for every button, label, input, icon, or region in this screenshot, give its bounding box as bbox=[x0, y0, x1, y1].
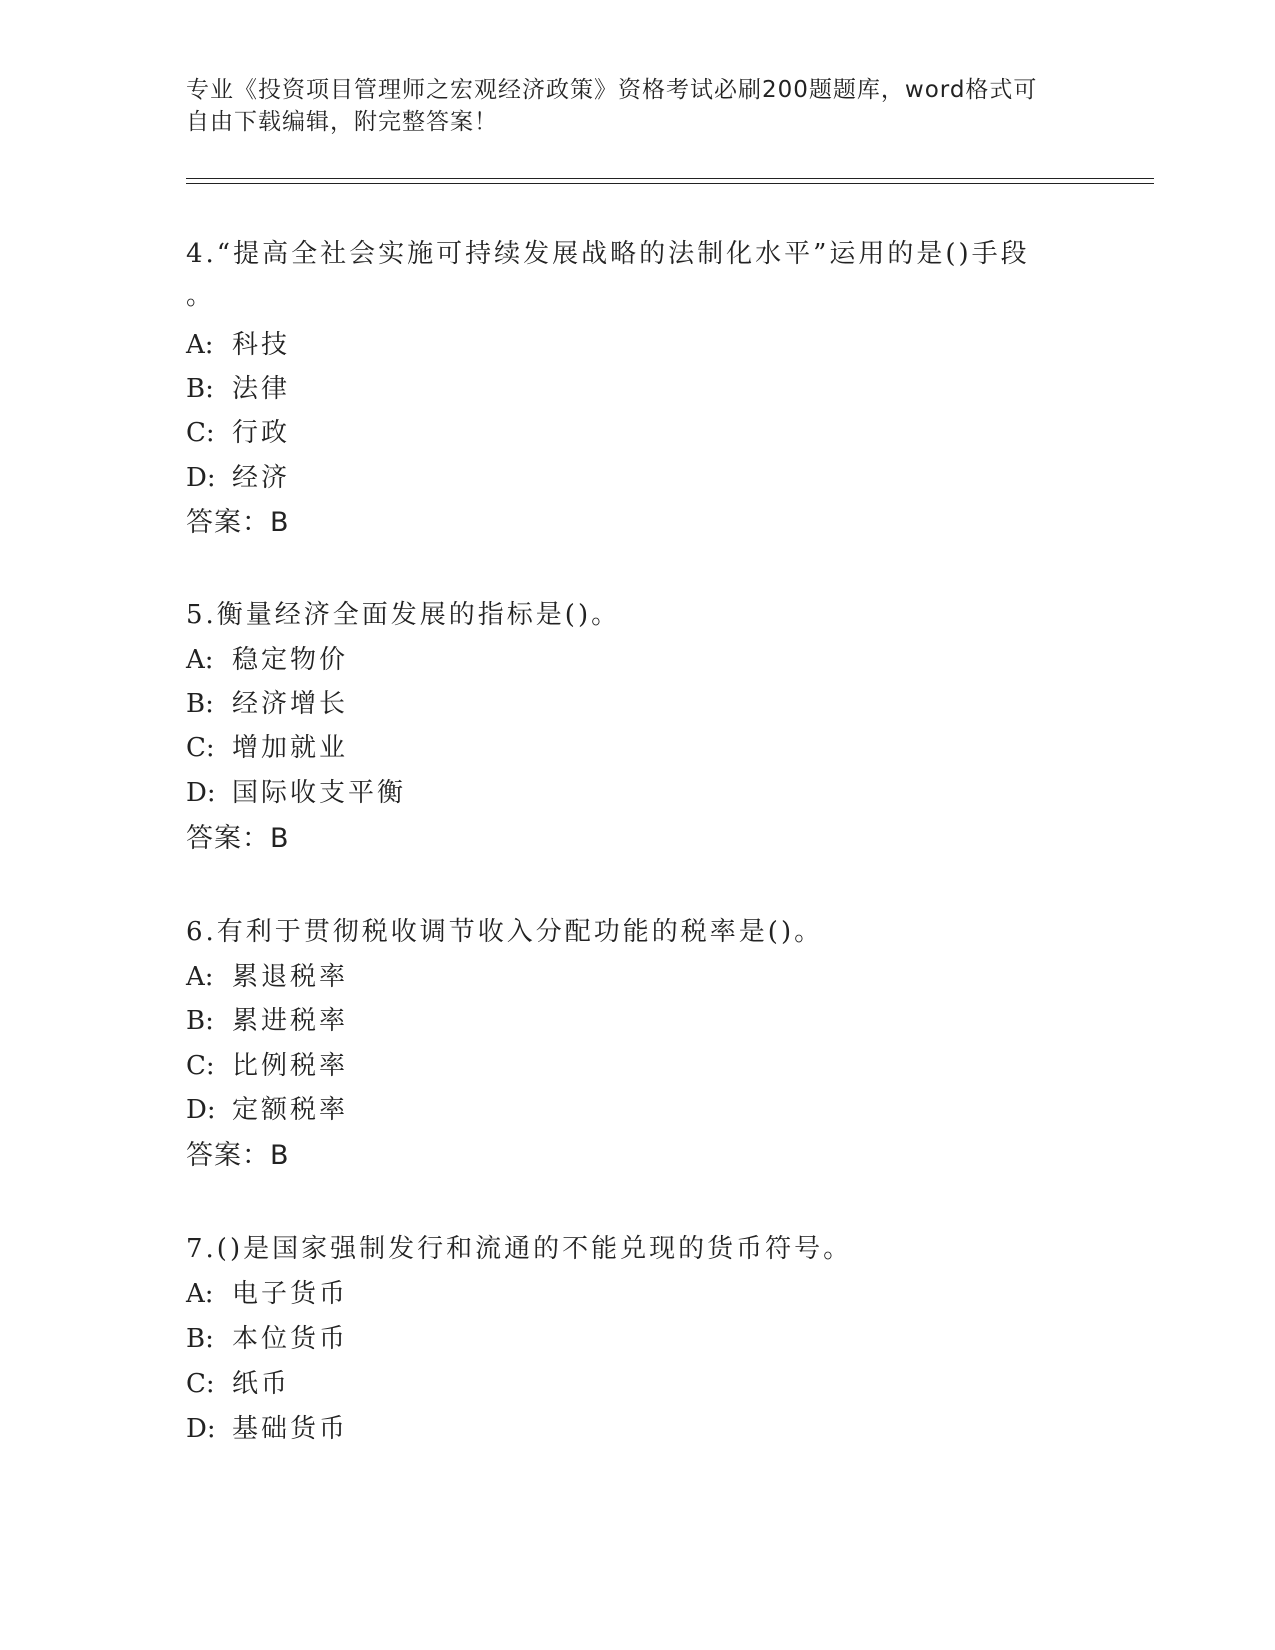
option-key: D: bbox=[186, 463, 216, 493]
option-text: 电子货币 bbox=[232, 1279, 349, 1309]
document-header bbox=[186, 74, 1066, 138]
question-6-option-a bbox=[186, 960, 348, 994]
option-text: 累退税率 bbox=[232, 962, 349, 992]
question-7-stem-line-1: 7.()是国家强制发行和流通的不能兑现的货币符号。 bbox=[186, 1234, 853, 1264]
option-key: A: bbox=[186, 330, 214, 360]
question-4-option-b bbox=[186, 372, 290, 406]
question-4-option-d bbox=[186, 461, 290, 495]
option-text: 稳定物价 bbox=[232, 645, 349, 675]
option-text: 科技 bbox=[232, 330, 291, 360]
question-7-option-b bbox=[186, 1322, 348, 1356]
question-5-option-d bbox=[186, 776, 406, 810]
option-key: C: bbox=[186, 1051, 215, 1081]
question-4-stem-line-1: 4.“提高全社会实施可持续发展战略的法制化水平”运用的是()手段 bbox=[186, 239, 1030, 269]
option-key: D: bbox=[186, 1095, 216, 1125]
question-5-option-a bbox=[186, 643, 348, 677]
option-text: 累进税率 bbox=[232, 1006, 349, 1036]
question-5-option-c bbox=[186, 731, 348, 765]
option-text: 国际收支平衡 bbox=[232, 778, 407, 808]
question-7-option-c bbox=[186, 1367, 290, 1401]
question-7-option-d bbox=[186, 1412, 348, 1446]
option-text: 行政 bbox=[232, 418, 291, 448]
question-6-stem-line-1: 6.有利于贯彻税收调节收入分配功能的税率是()。 bbox=[186, 917, 824, 947]
option-text: 基础货币 bbox=[232, 1414, 349, 1444]
question-5-answer: 答案：B bbox=[186, 823, 290, 854]
option-key: D: bbox=[186, 1414, 216, 1444]
question-4-stem bbox=[186, 234, 1066, 316]
question-7-option-a bbox=[186, 1277, 348, 1311]
option-key: D: bbox=[186, 778, 216, 808]
option-key: C: bbox=[186, 733, 215, 763]
question-6-option-d bbox=[186, 1093, 348, 1127]
header-divider-top bbox=[186, 178, 1154, 179]
question-6-stem bbox=[186, 912, 1066, 952]
header-line-1: 专业《投资项目管理师之宏观经济政策》资格考试必刷200题题库，word格式可 bbox=[186, 77, 1038, 103]
question-5-option-b bbox=[186, 687, 348, 721]
option-key: B: bbox=[186, 689, 214, 719]
option-text: 法律 bbox=[232, 374, 291, 404]
option-key: B: bbox=[186, 1006, 214, 1036]
question-5-stem-line-1: 5.衡量经济全面发展的指标是()。 bbox=[186, 600, 621, 630]
question-7-stem bbox=[186, 1229, 1066, 1269]
question-6-option-c bbox=[186, 1049, 348, 1083]
option-text: 比例税率 bbox=[232, 1051, 349, 1081]
option-key: A: bbox=[186, 645, 214, 675]
question-4-option-a bbox=[186, 328, 290, 362]
option-key: C: bbox=[186, 418, 215, 448]
option-key: B: bbox=[186, 1324, 214, 1354]
question-6-answer: 答案：B bbox=[186, 1140, 290, 1171]
question-6-option-b bbox=[186, 1004, 348, 1038]
option-text: 定额税率 bbox=[232, 1095, 349, 1125]
option-text: 纸币 bbox=[232, 1369, 291, 1399]
header-divider-bottom bbox=[186, 183, 1154, 184]
option-text: 经济增长 bbox=[232, 689, 349, 719]
question-4-answer: 答案：B bbox=[186, 507, 290, 538]
question-4-option-c bbox=[186, 416, 290, 450]
option-text: 经济 bbox=[232, 463, 291, 493]
option-key: B: bbox=[186, 374, 214, 404]
option-key: A: bbox=[186, 962, 214, 992]
question-4-stem-line-2: 。 bbox=[186, 281, 216, 311]
option-text: 本位货币 bbox=[232, 1324, 349, 1354]
question-5-stem bbox=[186, 595, 1066, 635]
option-key: C: bbox=[186, 1369, 215, 1399]
header-line-2: 自由下载编辑，附完整答案！ bbox=[186, 109, 498, 135]
option-text: 增加就业 bbox=[232, 733, 349, 763]
option-key: A: bbox=[186, 1279, 214, 1309]
